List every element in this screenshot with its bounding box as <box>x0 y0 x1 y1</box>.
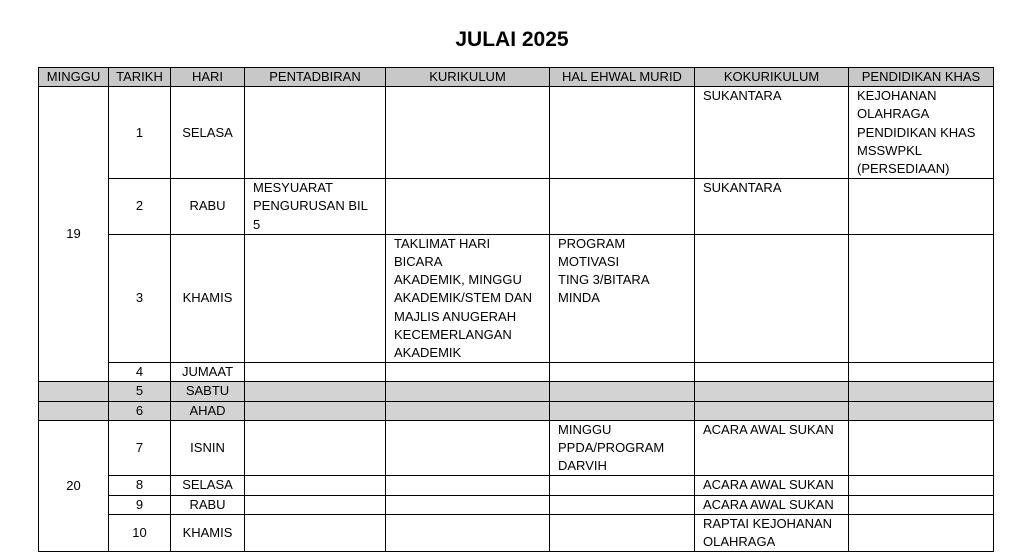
day-cell: RABU <box>171 179 245 235</box>
kokurikulum-cell: SUKANTARA <box>695 87 849 179</box>
date-cell: 9 <box>109 495 171 514</box>
hem-cell <box>550 514 695 551</box>
pendidikan-khas-cell <box>849 179 994 235</box>
hem-cell: MINGGU PPDA/PROGRAM DARVIH <box>550 420 695 476</box>
header-kurikulum: KURIKULUM <box>386 68 550 87</box>
pendidikan-khas-cell <box>849 234 994 362</box>
date-cell: 8 <box>109 476 171 495</box>
day-cell: KHAMIS <box>171 234 245 362</box>
pentadbiran-cell <box>245 234 386 362</box>
day-cell: AHAD <box>171 401 245 420</box>
header-row <box>39 68 994 87</box>
table-row <box>39 514 994 551</box>
hem-cell <box>550 476 695 495</box>
pentadbiran-cell <box>245 514 386 551</box>
pentadbiran-cell <box>245 87 386 179</box>
date-cell: 4 <box>109 363 171 382</box>
day-cell: RABU <box>171 495 245 514</box>
hem-cell <box>550 179 695 235</box>
table-row <box>39 476 994 495</box>
table-row <box>39 179 994 235</box>
pentadbiran-cell <box>245 382 386 401</box>
pentadbiran-cell <box>245 476 386 495</box>
header-tarikh: TARIKH <box>109 68 171 87</box>
hem-cell: PROGRAM MOTIVASI TING 3/BITARA MINDA <box>550 234 695 362</box>
pendidikan-khas-cell <box>849 382 994 401</box>
kurikulum-cell: TAKLIMAT HARI BICARA AKADEMIK, MINGGU AKADEMIK/STEM DAN MAJLIS ANUGERAH KECEMERLANGAN AKADEMIK <box>386 234 550 362</box>
page-title: JULAI 2025 <box>455 28 569 51</box>
pendidikan-khas-cell <box>849 495 994 514</box>
table-row <box>39 363 994 382</box>
day-cell: ISNIN <box>171 420 245 476</box>
hem-cell <box>550 87 695 179</box>
hem-cell <box>550 382 695 401</box>
week-cell: 19 <box>39 87 109 382</box>
header-hal-ehwal-murid: HAL EHWAL MURID <box>550 68 695 87</box>
header-minggu: MINGGU <box>39 68 109 87</box>
calendar-table <box>38 67 994 552</box>
pendidikan-khas-cell <box>849 514 994 551</box>
hem-cell <box>550 401 695 420</box>
kurikulum-cell <box>386 401 550 420</box>
date-cell: 3 <box>109 234 171 362</box>
pendidikan-khas-cell: KEJOHANAN OLAHRAGA PENDIDIKAN KHAS MSSWPKL (PERSEDIAAN) <box>849 87 994 179</box>
hem-cell <box>550 495 695 514</box>
pendidikan-khas-cell <box>849 476 994 495</box>
table-row <box>39 234 994 362</box>
date-cell: 7 <box>109 420 171 476</box>
header-kokurikulum: KOKURIKULUM <box>695 68 849 87</box>
table-row <box>39 495 994 514</box>
kurikulum-cell <box>386 382 550 401</box>
header-pendidikan-khas: PENDIDIKAN KHAS <box>849 68 994 87</box>
pentadbiran-cell <box>245 401 386 420</box>
kokurikulum-cell <box>695 401 849 420</box>
day-cell: SELASA <box>171 476 245 495</box>
kurikulum-cell <box>386 363 550 382</box>
table-row-weekend <box>39 401 994 420</box>
kokurikulum-cell: SUKANTARA <box>695 179 849 235</box>
pendidikan-khas-cell <box>849 363 994 382</box>
pentadbiran-cell <box>245 363 386 382</box>
pentadbiran-cell: MESYUARAT PENGURUSAN BIL 5 <box>245 179 386 235</box>
day-cell: KHAMIS <box>171 514 245 551</box>
kokurikulum-cell: ACARA AWAL SUKAN <box>695 495 849 514</box>
kokurikulum-cell <box>695 382 849 401</box>
pentadbiran-cell <box>245 495 386 514</box>
kokurikulum-cell <box>695 363 849 382</box>
date-cell: 5 <box>109 382 171 401</box>
table-row <box>39 87 994 179</box>
pendidikan-khas-cell <box>849 420 994 476</box>
header-pentadbiran: PENTADBIRAN <box>245 68 386 87</box>
date-cell: 1 <box>109 87 171 179</box>
kokurikulum-cell: RAPTAI KEJOHANAN OLAHRAGA <box>695 514 849 551</box>
week-cell: 20 <box>39 420 109 551</box>
kurikulum-cell <box>386 420 550 476</box>
day-cell: JUMAAT <box>171 363 245 382</box>
kurikulum-cell <box>386 514 550 551</box>
pendidikan-khas-cell <box>849 401 994 420</box>
pentadbiran-cell <box>245 420 386 476</box>
kokurikulum-cell: ACARA AWAL SUKAN <box>695 476 849 495</box>
kurikulum-cell <box>386 179 550 235</box>
day-cell: SABTU <box>171 382 245 401</box>
kokurikulum-cell <box>695 234 849 362</box>
header-hari: HARI <box>171 68 245 87</box>
hem-cell <box>550 363 695 382</box>
week-cell-empty <box>39 401 109 420</box>
kokurikulum-cell: ACARA AWAL SUKAN <box>695 420 849 476</box>
date-cell: 6 <box>109 401 171 420</box>
day-cell: SELASA <box>171 87 245 179</box>
table-row-weekend <box>39 382 994 401</box>
date-cell: 2 <box>109 179 171 235</box>
kurikulum-cell <box>386 476 550 495</box>
kurikulum-cell <box>386 87 550 179</box>
week-cell-empty <box>39 382 109 401</box>
table-row <box>39 420 994 476</box>
date-cell: 10 <box>109 514 171 551</box>
kurikulum-cell <box>386 495 550 514</box>
